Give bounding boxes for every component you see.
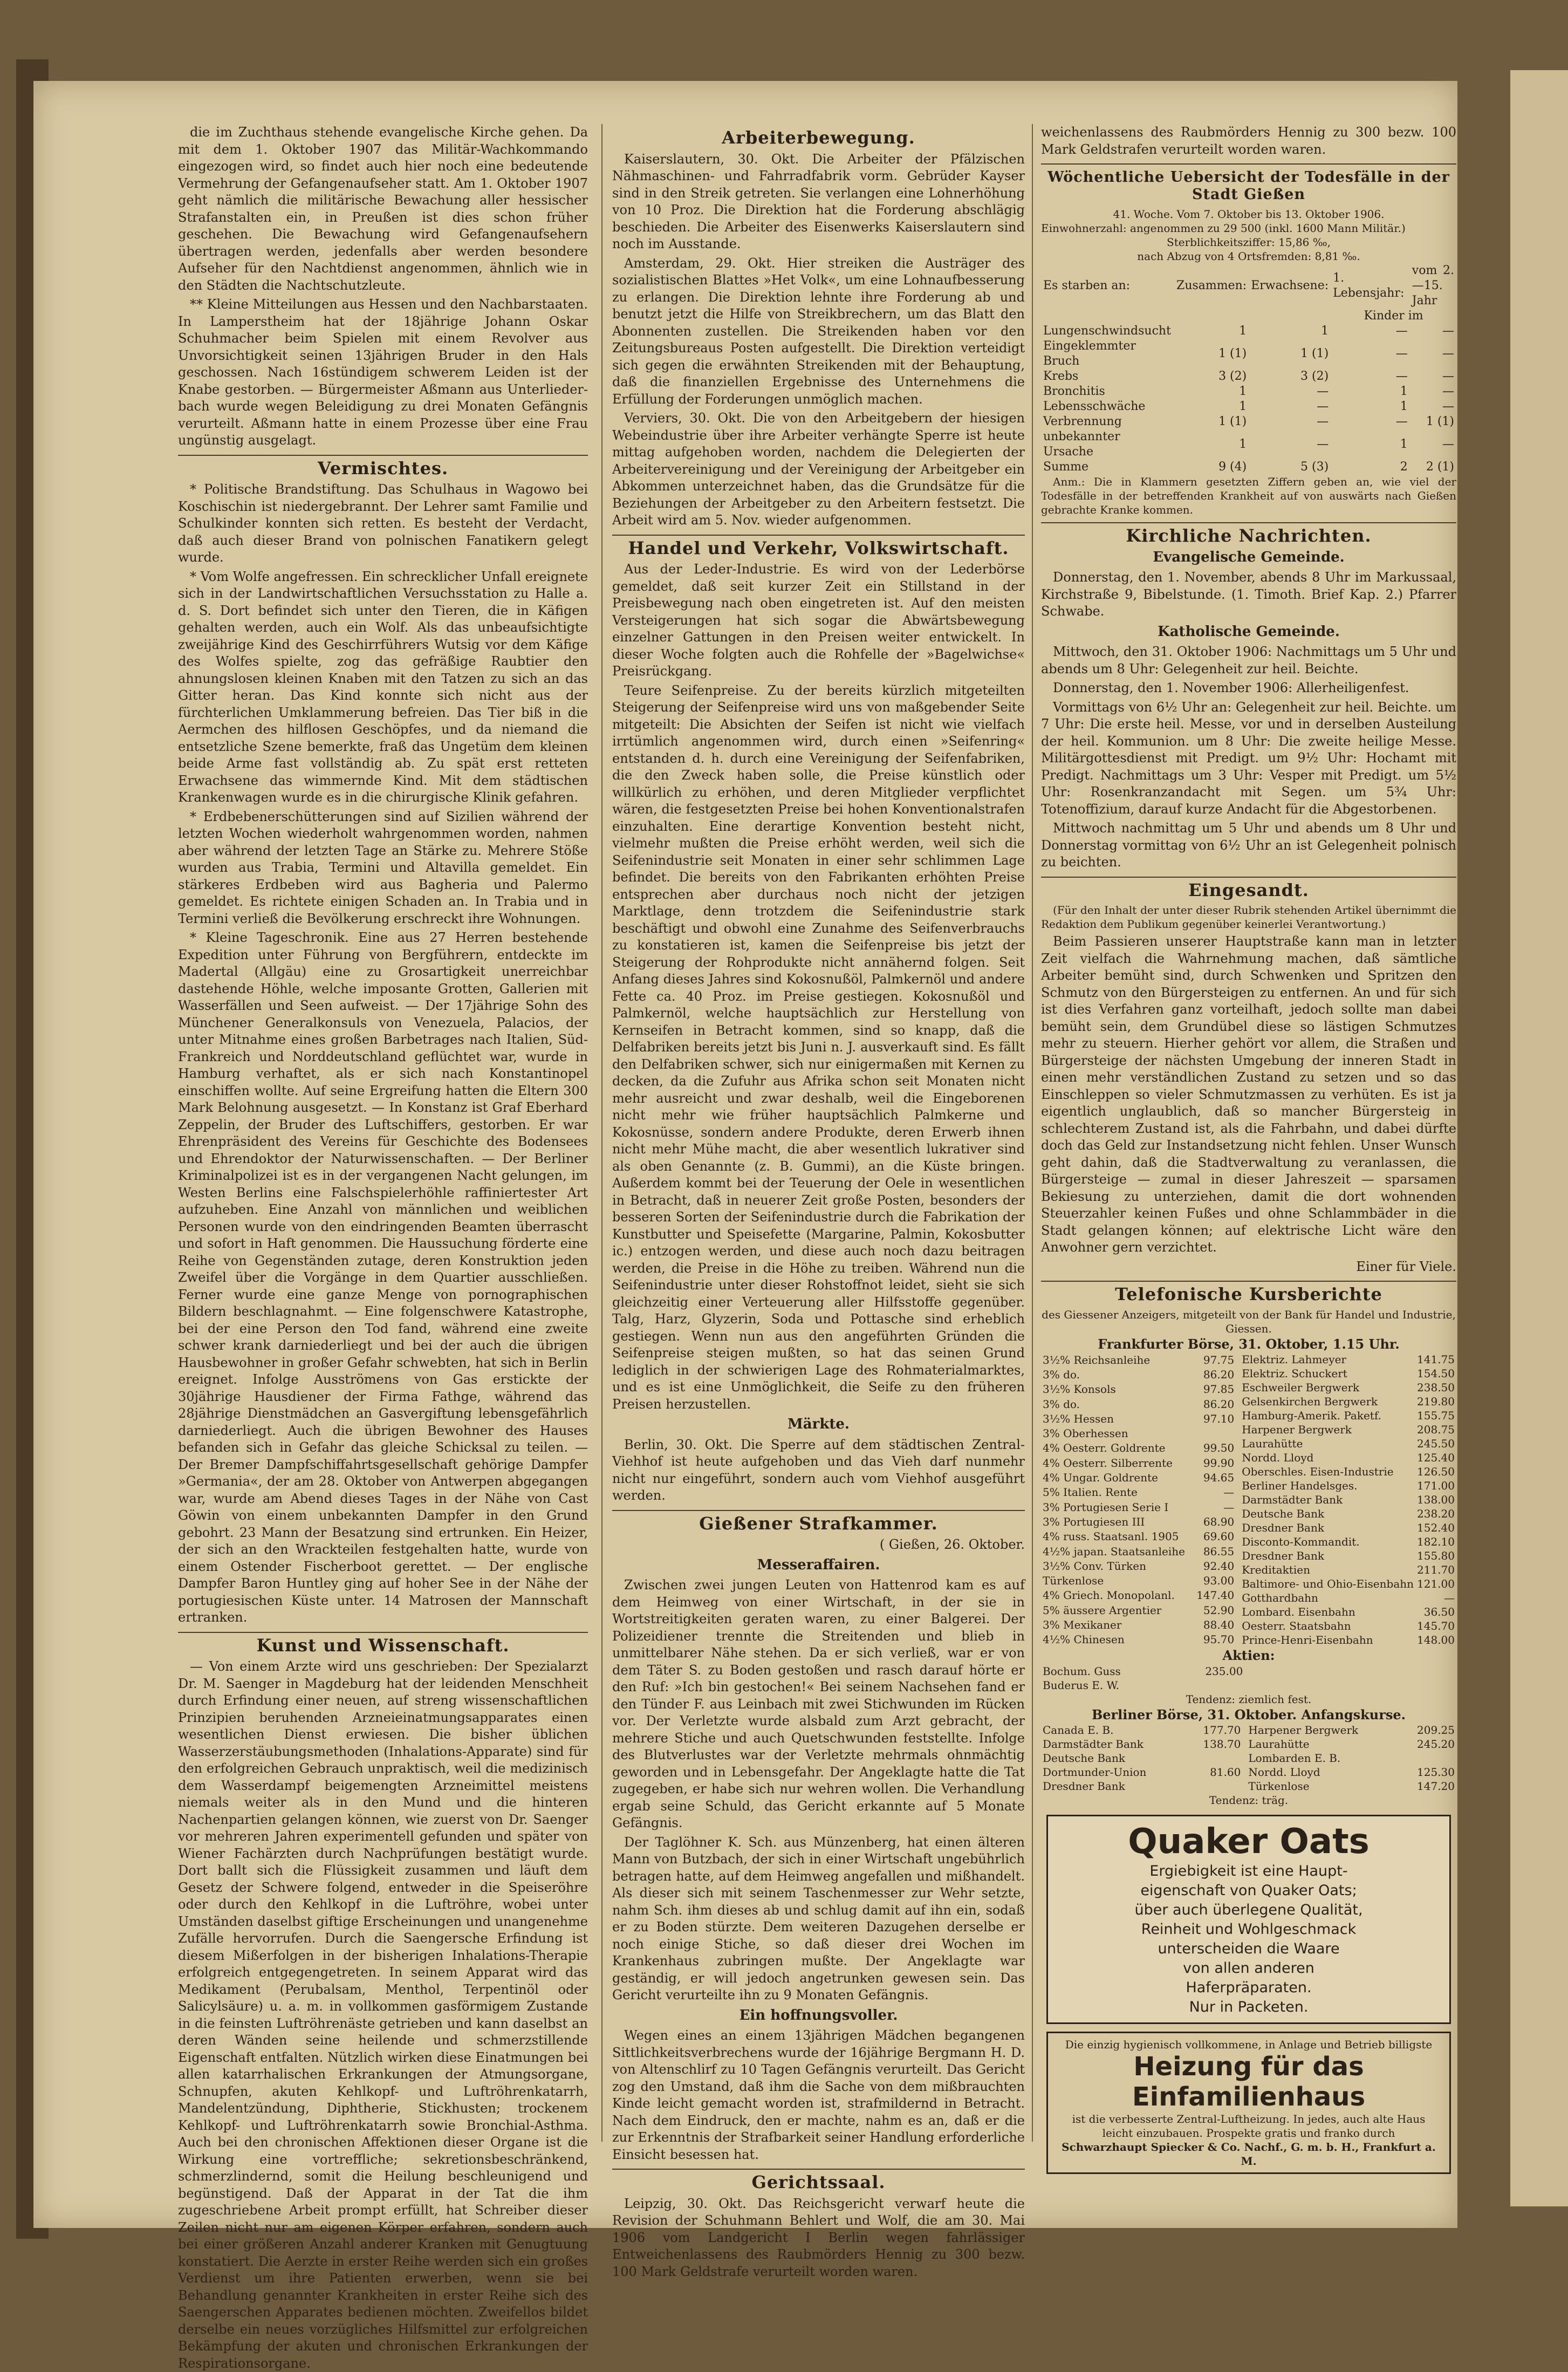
kurs-table-right xyxy=(1240,1352,1456,1647)
ad-quaker-line: Nur in Packeten. xyxy=(1189,1999,1309,2015)
katholisch-text-2: Donnerstag, den 1. November 1906: Allerheiligenfest. xyxy=(1053,680,1409,695)
kurs-row xyxy=(1041,1352,1236,1367)
kurs-row-cell: Nordd. Lloyd xyxy=(1242,1451,1314,1464)
kurs-row xyxy=(1041,1678,1244,1692)
kurs-row-cell: 219.80 xyxy=(1417,1395,1455,1408)
kurs-row-cell: 126.50 xyxy=(1417,1465,1455,1478)
kurs-tendenz: Tendenz: ziemlich fest. xyxy=(1186,1692,1312,1706)
stat-row-cell: 1 xyxy=(1400,400,1408,413)
stat-header: Kinder im xyxy=(1364,309,1423,323)
kurs-row-cell: 81.60 xyxy=(1210,1766,1241,1779)
article-tageschronik: * Kleine Tageschronik. Eine aus 27 Herren bestehende Expedition unter Führung von Bergführern, entdeckte im Madertal (Allgäu) eine zu Grosartigkeit unerreichbar dastehende Höhle, welche imposante Grotten, Gallerien mit Wasserfällen und Seen aufweist. — Der 17jährige Sohn des Münchener Generalkonsuls von Venezuela, Palacios, der unter Mitnahme eines großen Barbetrages nach Italien, Süd-Frankreich und Norddeutschland geflüchtet war, wurde in Hamburg verhaftet, als er sich nach Konstantinopel einschiffen wollte. Auf seine Ergreifung hatten die Eltern 300 Mark Belohnung ausgesetzt. — In Konstanz ist Graf Eberhard Zeppelin, der Bruder des Luftschiffers, gestorben. Er war Ehrenpräsident des Vereins für Geschichte des Bodensees und Ehrendoktor der Naturwissenschaften. — Der Berliner Kriminalpolizei ist es in der vergangenen Nacht gelungen, im Westen Berlins eine Falschspielerhöhle raffiniertester Art aufzuheben. Eine Anzahl von männlichen und weiblichen Personen wurde von den eindringenden Beamten überrascht und sofort in Haft genommen. Die Haussuchung förderte eine Reihe von Gegenständen zutage, deren Konstruktion jeden Zweifel über die Vorgänge in dem Quartier ausschließen. Ferner wurde eine ganze Menge von pornographischen Bildern beschlagnahmt. — Eine folgenschwere Katastrophe, bei der eine Person den Tod fand, während eine zweite schwer krank darniederliegt und bei der auch die übrigen Hausbewohner in großer Gefahr schwebten, hat sich in Berlin ereignet. Infolge Ausströmens von Gas erstickte der 30jährige Hausdiener der Firma Fathge, während das 28jährige Dienstmädchen an Gasvergiftung lebensgefährlich darniederliegt. Auch die übrigen Bewohner des Hauses befanden sich in Gefahr das gleiche Schicksal zu teilen. — Der Bremer Dampfschiffahrtsgesellschaft gehörige Dampfer »Germania«, der am 28. Oktober von Antwerpen abgegangen war, wurde am Abend dieses Tages in der Nähe von Cast Göwin von einem unbekannten Dampfer in den Grund gebohrt. 23 Mann der Besatzung sind ertrunken. Ein Heizer, der sich an den Wrackteilen festgehalten hatte, wurde von einem Ostender Fischerboot gerettet. — Der englische Dampfer Baron Huntley ging auf hoher See in der Nähe der portugiesischen Küste unter. 14 Matrosen der Mannschaft ertranken. xyxy=(178,930,588,1625)
kurs-row xyxy=(1041,1455,1236,1470)
stat-row-cell: 1 (1) xyxy=(1218,347,1247,360)
stat-row-cell: 5 (3) xyxy=(1300,460,1329,474)
kurs-row xyxy=(1240,1507,1456,1521)
kurs-row-cell: Buderus E. W. xyxy=(1043,1678,1120,1692)
kurs-row-cell: 4% russ. Staatsanl. 1905 xyxy=(1043,1530,1179,1543)
kurs-row xyxy=(1240,1395,1456,1409)
advertisement-heizung xyxy=(1046,2032,1451,2174)
stat-rate: Sterblichkeitsziffer: 15,86 ‰, xyxy=(1167,236,1331,249)
kurs-row-cell: 3½% Hessen xyxy=(1043,1412,1114,1425)
kurs-row-cell xyxy=(1193,1426,1236,1440)
kurs-row-cell: Prince-Henri-Eisenbahn xyxy=(1242,1633,1373,1646)
kurs-row-cell: Canada E. B. xyxy=(1043,1724,1114,1737)
column-2 xyxy=(612,124,1025,2279)
kurs-row-cell: Dresdner Bank xyxy=(1242,1549,1324,1562)
article-brandstiftung: * Politische Brandstiftung. Das Schulhaus in Wagowo bei Koschischin ist niedergebrannt. Der Lehrer samt Familie und Schulkinder konnten sich retten. Es besteht der Verdacht, daß auch dieser Brand von polnischen Fanatikern gelegt wurde. xyxy=(178,482,588,565)
kurs-row-cell: 145.70 xyxy=(1417,1619,1455,1632)
kurs-row xyxy=(1041,1723,1242,1737)
section-heading-eingesandt: Eingesandt. xyxy=(1041,877,1456,899)
kurs-row-cell: Türkenlose xyxy=(1043,1574,1104,1588)
column-rule xyxy=(601,124,602,2142)
kurs-row-cell: 3% Portugiesen Serie I xyxy=(1043,1500,1169,1514)
kurs-row-cell: Laurahütte xyxy=(1242,1437,1303,1450)
stat-row-cell: — xyxy=(1442,385,1454,398)
kurs-row-cell: Dortmunder-Union xyxy=(1043,1766,1147,1779)
stat-header: Erwachsene: xyxy=(1251,279,1329,292)
ad-quaker-line: unterscheiden die Waare xyxy=(1158,1940,1340,1957)
article-amsterdam: Amsterdam, 29. Okt. Hier streiken die Austräger des sozialistischen Blattes »Het Volk«, um eine Lohnaufbesserung zu erlangen. Die Direktion lehnte ihre Forderung ab und benutzt jetzt die Hilfe von Streikbrechern, um das Blatt den Abonnenten zustellen. Die Streikenden haben vor den Zeitungsbureaus Posten aufgestellt. Die Direktion verteidigt sich gegen die erwähnten Streikenden mit der Behauptung, daß die finanziellen Ergebnisse des Unternehmens die Erfüllung der Forderungen unmöglich machen. xyxy=(612,255,1025,407)
kurs-row-cell: 155.80 xyxy=(1417,1549,1455,1562)
eingesandt-signature: Einer für Viele. xyxy=(1356,1259,1456,1274)
kurs-row-cell: 121.00 xyxy=(1417,1577,1455,1590)
subheading-messeraffairen: Messeraffairen. xyxy=(757,1556,880,1573)
kurs-berlin-heading: Berliner Börse, 31. Oktober. Anfangskurse. xyxy=(1091,1706,1406,1722)
kurs-row-cell: 3½% Conv. Türken xyxy=(1043,1559,1146,1573)
kurs-row xyxy=(1240,1479,1456,1493)
stat-population: Einwohnerzahl: angenommen zu 29 500 (inkl. 1600 Mann Militär.) xyxy=(1041,222,1406,235)
ad-quaker-line: über auch überlegene Qualität, xyxy=(1134,1902,1363,1918)
kurs-berlin-right xyxy=(1247,1723,1456,1793)
kurs-row-cell: Oberschles. Eisen-Industrie xyxy=(1242,1465,1394,1478)
section-heading-vermischtes: Vermischtes. xyxy=(178,455,588,477)
kurs-row-cell: 4% Oesterr. Silberrente xyxy=(1043,1456,1173,1469)
ad-quaker-line: Reinheit und Wohlgeschmack xyxy=(1141,1921,1357,1938)
column-1 xyxy=(178,124,588,2371)
kurs-row xyxy=(1041,1779,1242,1793)
kurs-aktien-heading: Aktien: xyxy=(1222,1648,1275,1663)
kurs-row xyxy=(1240,1437,1456,1451)
kurs-row-cell: 211.70 xyxy=(1417,1563,1455,1576)
kurs-row xyxy=(1041,1573,1236,1588)
adjacent-page-edge xyxy=(1510,70,1568,2206)
kurs-row xyxy=(1247,1723,1456,1737)
article-hattenrod: Zwischen zwei jungen Leuten von Hattenrod kam es auf dem Heimweg von einer Wirtschaft, in der sie in Wortstreitigkeiten geraten waren, zu einer Balgerei. Der Polizeidiener trennte die Streitenden und blieb in unmittelbarer Nähe stehen. Da er sich verließ, war er von dem Täter S. zu Boden gestoßen und rasch darauf hörte er den Ruf: »Ich bin gestochen!« Bei seinem Nachsehen fand er den Tünder F. aus Leinbach mit zwei Stichwunden im Rücken vor. Der Verletzte wurde alsbald zum Arzt gebracht, der mehrere Stiche und auch Quetschwunden feststellte. Infolge des Blutverlustes war der Verletzte mehrmals ohnmächtig geworden und in Lebensgefahr. Der Angeklagte hatte die Tat zugegeben, er habe sich nur wehren wollen. Die Verhandlung ergab seine Schuld, das Gericht erkannte auf 5 Monate Gefängnis. xyxy=(612,1577,1025,1830)
kurs-row-cell: 86.55 xyxy=(1203,1544,1235,1558)
stat-row-cell: 1 (1) xyxy=(1218,415,1247,428)
stat-row xyxy=(1041,460,1456,475)
kurs-row-cell: Deutsche Bank xyxy=(1043,1752,1125,1765)
stat-row xyxy=(1041,414,1456,429)
kurs-row-cell: 182.10 xyxy=(1417,1535,1455,1548)
ad-quaker-line: Haferpräparaten. xyxy=(1186,1979,1312,1996)
kurs-frankfurt xyxy=(1041,1352,1456,1647)
kurs-row-cell: Hamburg-Amerik. Paketf. xyxy=(1242,1409,1381,1422)
stat-row-cell: 3 (2) xyxy=(1300,370,1329,383)
kurs-row-cell xyxy=(1187,1779,1242,1793)
kurs-row-cell: 86.20 xyxy=(1203,1397,1235,1411)
article-leipzig: Leipzig, 30. Okt. Das Reichsgericht verwarf heute die Revision der Schuhmann Behlert und Wolf, die am 30. Mai 1906 vom Landgericht I Berlin wegen fahrlässiger Entweichenlassens des Raubmörders Hennig zu 300 bezw. 100 Mark Geldstrafe verurteilt worden waren. xyxy=(612,2196,1025,2279)
article-wolf: * Vom Wolfe angefressen. Ein schrecklicher Unfall ereignete sich in der Landwirtschaftlichen Versuchsstation zu Halle a. d. S. Dort befindet sich unter den Tieren, die in Käfigen gehalten werden, auch ein Wolf. Als das unbeaufsichtigte zweijährige Kind des Geschirrführers Wutsig vor dem Käfige des Wolfes spielte, zog das gefräßige Raubtier den ahnungslosen kleinen Knaben mit den Tatzen zu sich an das Gitter heran. Das Kind konnte sich nicht aus der fürchterlichen Umklammerung befreien. Das Tier biß in die Aermchen des hilflosen Geschöpfes, und da niemand die entsetzliche Szene bemerkte, fraß das Ungetüm dem kleinen beide Arme fast vollständig ab. Zu spät erst retteten Erwachsene das wimmernde Kind. Mit dem städtischen Krankenwagen wurde es in die chirurgische Klinik gefahren. xyxy=(178,569,588,805)
kurs-row-cell: 171.00 xyxy=(1417,1479,1455,1492)
stat-row-cell: — xyxy=(1442,370,1454,383)
article-berlin-viehhof: Berlin, 30. Okt. Die Sperre auf dem städtischen Zentral-Viehhof ist heute aufgehoben und das Vieh darf nunmehr nicht nur eingeführt, sondern auch vom Viehhof ausgeführt werden. xyxy=(612,1437,1025,1503)
kurs-row-cell: 125.40 xyxy=(1417,1451,1455,1464)
stat-row-cell: 1 (1) xyxy=(1300,347,1329,360)
kurs-row xyxy=(1240,1633,1456,1647)
stat-week: 41. Woche. Vom 7. Oktober bis 13. Oktober 1906. xyxy=(1113,208,1385,221)
kurs-row xyxy=(1041,1470,1236,1485)
stat-header: 1. Lebensjahr: xyxy=(1333,271,1405,300)
kurs-row-cell: 152.40 xyxy=(1417,1521,1455,1534)
stat-row-cell: — xyxy=(1395,370,1408,383)
kurs-row xyxy=(1247,1751,1456,1765)
stat-row-cell: — xyxy=(1395,347,1408,360)
kurs-row-cell xyxy=(1176,1678,1244,1692)
stat-header: vom 2.—15. Jahr xyxy=(1412,264,1454,307)
stat-row xyxy=(1041,429,1456,460)
stat-note: Anm.: Die in Klammern gesetzten Ziffern geben an, wie viel der Todesfälle in der betreffenden Krankheit auf von auswärts nach Gießen gebrachte Kranke kommen. xyxy=(1041,475,1456,516)
kurs-row xyxy=(1247,1765,1456,1779)
article-seifenpreise: Teure Seifenpreise. Zu der bereits kürzlich mitgeteilten Steigerung der Seifenpreise wird uns von maßgebender Seite mitgeteilt: Die Absichten der Seifen ist nicht wie vielfach irrtümlich angenommen wird, durch einen »Seifenring« entstanden d. h. durch eine Vereinigung der Seifenfabriken, die den Zweck haben solle, die Preise künstlich oder willkürlich zu erhöhen, und deren Mitglieder verpflichtet wären, die festgesetzten Preise bei hohen Konventionalstrafen einzuhalten. Eine derartige Konvention besteht nicht, vielmehr mußten die Preise erhöht werden, weil sich die Seifenindustrie seit Monaten in einer sehr schlimmen Lage befindet. Die bereits von den Fabrikanten erhöhten Preise entsprechen aber durchaus noch nicht der jetzigen Marktlage, denn trotzdem die Seifenindustrie stark beschäftigt und obwohl eine Zunahme des Seifenverbrauchs zu konstatieren ist, kamen die Seifenpreise bis jetzt der Steigerung der Rohprodukte nicht annähernd folgen. Seit Anfang dieses Jahres sind Kokosnußöl, Palmkernöl und andere Fette ca. 40 Proz. im Preise gestiegen. Kokosnußöl und Palmkernöl, welche hauptsächlich zur Herstellung von Kernseifen in Betracht kommen, sind so knapp, daß die Delfabriken bereits jetzt bis Juni n. J. ausverkauft sind. Es fällt den Delfabriken schwer, sich nur einigermaßen mit Kernen zu decken, da die Zufuhr aus Afrika schon seit Monaten nicht mehr ausreicht und zwar deshalb, weil die Eingeborenen nicht mehr wie früher hauptsächlich Palmkerne und Kokosnüsse, sondern andere Produkte, deren Erwerb ihnen nicht mehr Mühe macht, die aber wesentlich lukrativer sind als oben Genannte (z. B. Gummi), an die Küste bringen. Außerdem kommt bei der Teuerung der Oele in wesentlichen in Betracht, daß in neuerer Zeit große Posten, besonders der besseren Sorten der Seifenindustrie durch die Fabrikation der Kunstbutter und Speisefette (Margarine, Palmin, Kokosbutter ic.) entzogen werden, und diese auch noch dazu beitragen werden, die Preise in die Höhe zu treiben. Während nun die Seifenindustrie unter dieser Rohstoffnot leidet, sieht sie sich gleichzeitig einer Verteuerung aller Hilfsstoffe gegenüber. Talg, Harz, Glyzerin, Soda und Pottasche sind erheblich gestiegen. Wenn nun aus den angeführten Gründen die Seifenpreise steigen mußten, so hat das seinen Grund lediglich in der schwierigen Lage des Rohmaterialmarktes, und es ist eine Unmöglichkeit, die Seife zu den früheren Preisen herzustellen. xyxy=(612,682,1025,1412)
kurs-row-cell: 238.50 xyxy=(1417,1381,1455,1394)
kurs-row xyxy=(1240,1465,1456,1479)
column-3 xyxy=(1041,124,1456,2168)
kurs-row-cell: 245.20 xyxy=(1417,1738,1455,1751)
kurs-row xyxy=(1240,1409,1456,1423)
ad-quaker-line: Ergiebigkeit ist eine Haupt- xyxy=(1149,1863,1348,1879)
kurs-row xyxy=(1041,1382,1236,1397)
kurs-row-cell: 4½% Chinesen xyxy=(1043,1633,1125,1646)
kurs-table-left xyxy=(1041,1352,1236,1647)
kurs-row xyxy=(1041,1751,1242,1765)
stat-row-cell: 3 (2) xyxy=(1218,370,1247,383)
kurs-row xyxy=(1041,1588,1236,1603)
ad-heizung-company: Schwarzhaupt Spiecker & Co. Nachf., G. m. b. H., Frankfurt a. M. xyxy=(1062,2141,1436,2168)
dateline: ( Gießen, 26. Oktober. xyxy=(879,1537,1025,1552)
kurs-row-cell: 125.30 xyxy=(1417,1766,1455,1779)
kurs-row-cell: 155.75 xyxy=(1417,1409,1455,1422)
stat-row-cell: 1 xyxy=(1239,385,1247,398)
kurs-row-cell: Elektriz. Schuckert xyxy=(1242,1367,1347,1380)
advertisement-quaker-oats xyxy=(1046,1815,1451,2024)
stat-row-cell: — xyxy=(1442,324,1454,338)
kurs-row-cell: 5% äussere Argentier xyxy=(1043,1603,1162,1617)
kurs-row xyxy=(1041,1441,1236,1455)
kurs-row-cell: 94.65 xyxy=(1203,1471,1235,1485)
kurs-row-cell: 95.70 xyxy=(1203,1633,1235,1646)
kurs-row xyxy=(1041,1514,1236,1529)
kurs-row-cell: 99.50 xyxy=(1203,1441,1235,1455)
article-leder: Aus der Leder-Industrie. Es wird von der Lederbörse gemeldet, daß seit kurzer Zeit ein Stillstand in der Preisbewegung nach oben eingetreten ist. Auf den meisten Versteigerungen hat sich sogar die Abwärtsbewegung einzelner Gattungen in den Preisen weiter entwickelt. In dieser Woche folgten auch die Rohfelle der »Bagelwichse« Preisrückgang. xyxy=(612,562,1025,679)
stat-row xyxy=(1041,399,1456,414)
kurs-frankfurt-heading: Frankfurter Börse, 31. Oktober, 1.15 Uhr. xyxy=(1098,1336,1400,1352)
kurs-row xyxy=(1041,1500,1236,1514)
kurs-row xyxy=(1240,1577,1456,1591)
kurs-row-cell: 68.90 xyxy=(1203,1515,1235,1528)
kurs-row-cell: 3½% Reichsanleihe xyxy=(1043,1353,1151,1366)
section-heading-kursberichte: Telefonische Kursberichte xyxy=(1041,1281,1456,1303)
kurs-row-cell: 208.75 xyxy=(1417,1423,1455,1436)
kurs-row xyxy=(1240,1521,1456,1535)
kurs-row-cell: Harpener Bergwerk xyxy=(1248,1724,1359,1737)
kurs-row-cell: 148.00 xyxy=(1417,1633,1455,1646)
kurs-row-cell: 3% Portugiesen III xyxy=(1043,1515,1145,1528)
kurs-row-cell: Laurahütte xyxy=(1248,1738,1310,1751)
stat-row-cell: 2 (1) xyxy=(1426,460,1454,474)
kurs-row-cell xyxy=(1187,1751,1242,1765)
kurs-row-cell: 52.90 xyxy=(1203,1603,1235,1617)
kurs-row-cell: 138.70 xyxy=(1203,1738,1241,1751)
kurs-row-cell: Harpener Bergwerk xyxy=(1242,1423,1352,1436)
katholisch-text-1: Mittwoch, den 31. Oktober 1906: Nachmittags um 5 Uhr und abends um 8 Uhr: Gelegenheit zur heil. Beichte. xyxy=(1041,644,1456,676)
kurs-row xyxy=(1247,1779,1456,1793)
kurs-row-cell: Disconto-Kommandit. xyxy=(1242,1535,1360,1548)
column-rule xyxy=(1032,124,1033,2142)
kurs-row-cell: Dresdner Bank xyxy=(1043,1780,1125,1793)
kurs-row xyxy=(1041,1529,1236,1544)
article-kaiserslautern: Kaiserslautern, 30. Okt. Die Arbeiter der Pfälzischen Nähmaschinen- und Fahrradfabrik vorm. Gebrüder Kayser sind in den Streik getreten. Sie verlangen eine Lohnerhöhung von 10 Proz. Die Direktion hat die Forderung abschlägig beschieden. Die Arbeiter des Eisenwerks Kaiserslautern sind noch im Ausstande. xyxy=(612,151,1025,251)
kurs-row-cell: Berliner Handelsges. xyxy=(1242,1479,1358,1492)
stat-row xyxy=(1041,384,1456,399)
kurs-row-cell: 93.00 xyxy=(1203,1574,1235,1588)
kurs-row-cell xyxy=(1401,1751,1456,1765)
section-heading-handel: Handel und Verkehr, Volkswirtschaft. xyxy=(612,535,1025,557)
kurs-row-cell: Darmstädter Bank xyxy=(1242,1493,1343,1506)
stat-row-cell: 1 xyxy=(1400,385,1408,398)
kurs-row-cell: 238.20 xyxy=(1417,1507,1455,1520)
article-continuation: weichenlassens des Raubmörders Hennig zu 300 bezw. 100 Mark Geldstrafen verurteilt worden waren. xyxy=(1041,125,1456,157)
kurs-row xyxy=(1041,1558,1236,1573)
stat-row-cell: 2 xyxy=(1400,460,1408,474)
kurs-row xyxy=(1041,1765,1242,1779)
kurs-row-cell: Gelsenkirchen Bergwerk xyxy=(1242,1395,1378,1408)
stat-row-cell: Krebs xyxy=(1043,370,1079,383)
stat-row xyxy=(1041,324,1456,339)
kurs-row xyxy=(1240,1380,1456,1395)
kurs-berlin xyxy=(1041,1723,1456,1793)
section-heading-arbeiterbewegung: Arbeiterbewegung. xyxy=(722,127,915,148)
kurs-row-cell: Lombarden E. B. xyxy=(1248,1752,1341,1765)
ad-heizung-text: ist die verbesserte Zentral-Luftheizung. In jedes, auch alte Haus leicht einzubauen. Prospekte gratis und franko durch xyxy=(1072,2113,1426,2139)
stat-row-cell: — xyxy=(1317,385,1329,398)
article-zuchthaus: die im Zuchthaus stehende evangelische Kirche gehen. Da mit dem 1. Oktober 1907 das Militär-Wachkommando eingezogen wird, so findet auch hier noch eine bedeutende Vermehrung der Gefangenaufseher statt. Am 1. Oktober 1907 geht nämlich die militärische Bewachung aller hessischer Strafanstalten ein, in Preußen ist dies schon früher geschehen. Die Bewachung wird Gefangenaufsehern übertragen werden, jedenfalls aber werden besondere Aufseher für den Nachtdienst angenommen, ähnlich wie in den Städten die Nachtschutzleute. xyxy=(178,125,588,293)
kurs-row-cell: 99.90 xyxy=(1203,1456,1235,1469)
kurs-row xyxy=(1041,1617,1236,1632)
stat-row xyxy=(1041,369,1456,384)
kurs-row-cell: Nordd. Lloyd xyxy=(1248,1766,1320,1779)
kurs-row xyxy=(1240,1591,1456,1605)
kurs-row-cell: Darmstädter Bank xyxy=(1043,1738,1144,1751)
kurs-row xyxy=(1041,1397,1236,1411)
section-heading-todesfaelle: Wöchentliche Uebersicht der Todesfälle in der Stadt Gießen xyxy=(1041,163,1456,203)
kurs-row-cell: 177.70 xyxy=(1203,1724,1241,1737)
ad-heizung-top: Die einzig hygienisch vollkommene, in Anlage und Betrieb billigste xyxy=(1065,2038,1433,2051)
kurs-row xyxy=(1240,1549,1456,1563)
stat-row xyxy=(1041,339,1456,369)
kurs-row-cell: 86.20 xyxy=(1203,1368,1235,1381)
kurs-row-cell: Bochum. Guss xyxy=(1043,1664,1121,1678)
stat-row-cell: unbekannter Ursache xyxy=(1043,430,1120,459)
ad-quaker-line: von allen anderen xyxy=(1183,1960,1314,1977)
kurs-row-cell: 92.40 xyxy=(1203,1559,1235,1573)
kurs-row xyxy=(1240,1423,1456,1437)
kurs-row-cell: — xyxy=(1223,1500,1235,1514)
kurs-row xyxy=(1240,1605,1456,1619)
kurs-row-cell: Eschweiler Bergwerk xyxy=(1242,1381,1360,1394)
kurs-row-cell: — xyxy=(1223,1486,1235,1499)
article-altenschlirf: Wegen eines an einem 13jährigen Mädchen begangenen Sittlichkeitsverbrechens wurde der 16jährige Bergmann H. D. von Altenschlirf zu 10 Tagen Gefängnis verurteilt. Das Gericht zog den Umstand, daß ihm die Sache von dem mißbrauchten Kinde leicht gemacht worden ist, strafmildernd in Betracht. Nach dem Eindruck, den er machte, nahm es an, daß er die zur Erkenntnis der Strafbarkeit seiner Handlung erforderliche Einsicht besessen hat. xyxy=(612,2028,1025,2162)
death-statistics-table xyxy=(1041,263,1456,475)
article-verviers: Verviers, 30. Okt. Die von den Arbeitgebern der hiesigen Webeindustrie über ihre Arbeiter verhängte Sperre ist heute mittag aufgehoben worden, nachdem die Delegierten der Arbeitervereinigung und der Vereinigung der Arbeitgeber ein Abkommen unterzeichnet haben, das die Grundsätze für die Beziehungen der Arbeitgeber zu den Arbeitern festsetzt. Die Arbeit wird am 5. Nov. wieder aufgenommen. xyxy=(612,411,1025,528)
kurs-row-cell: 4% Oesterr. Goldrente xyxy=(1043,1441,1166,1455)
kurs-row-cell: 245.50 xyxy=(1417,1437,1455,1450)
stat-row-cell: — xyxy=(1395,415,1408,428)
stat-rate-adjusted: nach Abzug von 4 Ortsfremden: 8,81 ‰. xyxy=(1137,250,1360,263)
stat-row-cell: — xyxy=(1317,415,1329,428)
ad-quaker-title: Quaker Oats xyxy=(1128,1822,1370,1862)
kurs-row-cell: Lombard. Eisenbahn xyxy=(1242,1605,1355,1618)
stat-row-cell: Bronchitis xyxy=(1043,385,1105,398)
kurs-row-cell: 3% do. xyxy=(1043,1368,1080,1381)
kurs-row-cell: 4% Ungar. Goldrente xyxy=(1043,1471,1158,1485)
section-heading-gerichtssaal: Gerichtssaal. xyxy=(612,2169,1025,2191)
kurs-aktien-table xyxy=(1041,1664,1244,1692)
kurs-row-cell: 3% do. xyxy=(1043,1397,1080,1411)
kurs-row-cell: 147.40 xyxy=(1196,1589,1235,1602)
section-heading-strafkammer: Gießener Strafkammer. xyxy=(612,1510,1025,1533)
katholisch-text-3: Vormittags von 6½ Uhr an: Gelegenheit zur heil. Beichte. um 7 Uhr: Die erste heil. Messe, vor und in derselben Austeilung der heil. Kommunion. um 8 Uhr: Die zweite heilige Messe. Militärgottesdienst mit Predigt. um 9½ Uhr: Hochamt mit Predigt. Nachmittags um 3 Uhr: Vesper mit Predigt. um 5½ Uhr: Rosenkranzandacht mit Segen. um 5¾ Uhr: Totenoffizium, darauf kurze Andacht für die Abgestorbenen. xyxy=(1041,699,1456,817)
kurs-row-cell: 138.00 xyxy=(1417,1493,1455,1506)
kurs-row-cell: 5% Italien. Rente xyxy=(1043,1486,1138,1499)
kurs-row-cell: Elektriz. Lahmeyer xyxy=(1242,1353,1346,1366)
kurs-row-cell: Kreditaktien xyxy=(1242,1563,1310,1576)
katholisch-text-4: Mittwoch nachmittag um 5 Uhr und abends um 8 Uhr und Donnerstag vormittag von 6½ Uhr an ist Gelegenheit polnisch zu beichten. xyxy=(1041,821,1456,870)
stat-row-cell: — xyxy=(1317,400,1329,413)
kurs-row xyxy=(1041,1367,1236,1382)
kurs-row-cell: 3% Oberhessen xyxy=(1043,1427,1128,1440)
article-erdbeben: * Erdbebenerschütterungen sind auf Sizilien während der letzten Wochen wiederholt wahrgenommen worden, nahmen aber während der letzten Tage an Stärke zu. Mehrere Stöße wurden aus Trabia, Termini und Altavilla gemeldet. Ein stärkeres Erdbeben wird aus Bagheria und Palermo gemeldet. Es richtete einigen Schaden an. In Trabia und in Termini verließ die Bevölkerung erschreckt ihre Wohnungen. xyxy=(178,809,588,926)
kurs-row-cell: Türkenlose xyxy=(1248,1780,1310,1793)
stat-row-cell: — xyxy=(1395,324,1408,338)
stat-header: Es starben an: xyxy=(1043,279,1131,292)
kurs-row xyxy=(1240,1493,1456,1507)
kurs-row-cell: 3½% Konsols xyxy=(1043,1383,1116,1396)
kurs-row-cell: Dresdner Bank xyxy=(1242,1521,1324,1534)
kurs-row-cell: Deutsche Bank xyxy=(1242,1507,1325,1520)
kurs-row xyxy=(1041,1485,1236,1500)
kurs-row xyxy=(1240,1366,1456,1380)
stat-row-cell: Lungenschwindsucht xyxy=(1043,324,1171,338)
kurs-row-cell: — xyxy=(1444,1591,1455,1604)
kurs-row-cell: 97.10 xyxy=(1203,1412,1235,1425)
kurs-row xyxy=(1041,1411,1236,1426)
kurs-row xyxy=(1041,1426,1236,1440)
kurs-row-cell: Baltimore- und Ohio-Eisenbahn xyxy=(1242,1577,1414,1590)
stat-row-cell: — xyxy=(1442,400,1454,413)
stat-row-cell: — xyxy=(1442,347,1454,360)
stat-row-cell: 1 xyxy=(1239,438,1247,451)
subheading-evangelisch: Evangelische Gemeinde. xyxy=(1153,549,1345,565)
kurs-row-cell: 235.00 xyxy=(1205,1664,1243,1678)
subheading-hoffnungsvoller: Ein hoffnungsvoller. xyxy=(739,2007,898,2024)
kurs-berlin-left xyxy=(1041,1723,1242,1793)
eingesandt-note: (Für den Inhalt der unter dieser Rubrik stehenden Artikel übernimmt die Redaktion dem Publikum gegenüber keinerlei Verantwortung.) xyxy=(1041,904,1456,931)
kurs-row xyxy=(1041,1632,1236,1647)
stat-row-cell: Verbrennung xyxy=(1043,415,1122,428)
stat-body xyxy=(1041,324,1456,475)
kurs-row-cell: 4½% japan. Staatsanleihe xyxy=(1043,1544,1185,1558)
subheading-maerkte: Märkte. xyxy=(788,1416,850,1432)
evangelisch-text: Donnerstag, den 1. November, abends 8 Uhr im Markussaal, Kirchstraße 9, Bibelstunde. (1. Timoth. Brief Kap. 2.) Pfarrer Schwabe. xyxy=(1041,570,1456,619)
ad-quaker-line: eigenschaft von Quaker Oats; xyxy=(1140,1882,1357,1899)
kurs-row-cell: 209.25 xyxy=(1417,1724,1455,1737)
kurs-row xyxy=(1041,1544,1236,1558)
kurs-row xyxy=(1240,1535,1456,1549)
kurs-row xyxy=(1240,1352,1456,1366)
kurs-row-cell: Gotthardbahn xyxy=(1242,1591,1318,1604)
stat-row-cell: Eingeklemmter Bruch xyxy=(1043,339,1136,368)
section-heading-kunst: Kunst und Wissenschaft. xyxy=(178,1632,588,1655)
kurs-row xyxy=(1247,1737,1456,1751)
kurs-row xyxy=(1041,1737,1242,1751)
kurs-row xyxy=(1240,1619,1456,1633)
stat-row-cell: 1 (1) xyxy=(1426,415,1454,428)
kurs-row xyxy=(1240,1451,1456,1465)
article-arzt: — Von einem Arzte wird uns geschrieben: Der Spezialarzt Dr. M. Saenger in Magdeburg hat der leidenden Menschheit durch Erfindung einer neuen, auf streng wissenschaftlichen Prinzipien beruhenden Arzneieinatmungsapparates einen wesentlichen Dienst erwiesen. Die bisher üblichen Wasserzerstäubungsmethoden (Inhalations-Apparate) sind für den erfolgreichen Gebrauch unpraktisch, weil die medizinisch dem Wasserdampf beigemengten Arzneimittel meistens niemals weiter als in den Mund und die hinteren Nachenpartien gelangen können, wie zuerst von Dr. Saenger vor mehreren Jahren experimentell gefunden und später von Wiener Fachärzten durch Nachprüfungen bestätigt wurde. Dort ballt sich die Flüssigkeit zusammen und läuft dem Gesetz der Schwere folgend, entweder in die Speiseröhre oder durch den Kehlkopf in die Luftröhre, wobei unter Umständen daselbst giftige Erscheinungen und unangenehme Zufälle hervorrufen. Durch die Saengersche Erfindung ist diesem Mißerfolgen in der bisherigen Inhalations-Therapie erfolgreich entgegengetreten. In seinem Apparat wird das Medikament (Perubalsam, Menthol, Terpentinöl oder Salicylsäure) u. a. m. in vollkommen gasförmigem Zustande in die feinsten Luftröhrenäste getrieben und kann daselbst an deren Wänden seine heilende und schmerzstillende Eigenschaft entfalten. Nützlich wirken diese Einatmungen bei allen katarrhalischen Erkrankungen der Atmungsorgane, Schnupfen, akuten Kehlkopf- und Luftröhrenkatarrh, Mandelentzündung, Diphtherie, Stickhusten; trockenem Kehlkopf- und Luftröhrenkatarrh sowie Bronchial-Asthma. Auch bei den chronischen Affektionen dieser Organe ist die Wirkung eine vortreffliche; sekretionsbeschränkend, schmerzlindernd, somit die Heilung beschleunigend und begünstigend. Daß der Apparat in der Tat die ihm zugeschriebene Arbeit prompt erfüllt, hat Schreiber dieser Zeilen nicht nur am eigenen Körper erfahren, sondern auch bei einer größeren Anzahl anderer Kranken mit Genugtuung konstatiert. Die Aerzte in erster Reihe werden sich ein großes Verdienst um ihre Patienten erwerben, wenn sie bei Behandlung genannter Krankheiten in erster Reihe sich des Saengerschen Apparates bedienen möchten. Zweifellos bildet derselbe ein neues vorzügliches Hilfsmittel zur erfolgreichen Bekämpfung der akuten und chronischen Erkrankungen der Respirationsorgane. xyxy=(178,1659,588,2371)
section-heading-kirchliche: Kirchliche Nachrichten. xyxy=(1041,522,1456,545)
kurs-row-cell: 147.20 xyxy=(1417,1780,1455,1793)
article-muenzenberg: Der Taglöhner K. Sch. aus Münzenberg, hat einen älteren Mann von Butzbach, der sich in einer Wirtschaft ungebührlich betragen hatte, auf dem Heimweg angefallen und mißhandelt. Als dieser sich mit seinem Taschenmesser zur Wehr setzte, nahm Sch. ihm dieses ab und schlug damit auf ihn ein, sodaß er zu Boden stürzte. Dem weiteren Dazugehen derselbe er noch einige Stiche, so daß dieser drei Wochen im Krankenhaus zubringen mußte. Der Angeklagte war geständig, er will jedoch angetrunken gewesen sein. Das Gericht verurteilte ihn zu 9 Monaten Gefängnis. xyxy=(612,1834,1025,2002)
stat-row-cell: — xyxy=(1317,438,1329,451)
kurs-subtitle: des Giessener Anzeigers, mitgeteilt von der Bank für Handel und Industrie, Giessen. xyxy=(1042,1308,1456,1335)
stat-row-cell: 1 xyxy=(1321,324,1329,338)
stat-row-cell: 1 xyxy=(1239,400,1247,413)
kurs-row-cell: 154.50 xyxy=(1417,1367,1455,1380)
kurs-row xyxy=(1240,1563,1456,1577)
stat-row-cell: — xyxy=(1442,438,1454,451)
kurs-row-cell: 69.60 xyxy=(1203,1530,1235,1543)
kurs-row-cell: 88.40 xyxy=(1203,1618,1235,1631)
stat-row-cell: 9 (4) xyxy=(1218,460,1247,474)
kurs-row-cell: Oesterr. Staatsbahn xyxy=(1242,1619,1351,1632)
kurs-berlin-tendenz: Tendenz: träg. xyxy=(1209,1794,1289,1807)
ad-heizung-title: Heizung für das Einfamilienhaus xyxy=(1132,2052,1366,2112)
eingesandt-text: Beim Passieren unserer Hauptstraße kann man in letzter Zeit vielfach die Wahrnehmung machen, daß sämtliche Arbeiter bemüht sind, durch Schwenken und Spritzen den Schmutz von den Bürgersteigen zu entfernen. An und für sich ist dies Verfahren ganz vorteilhaft, jedoch sollte man dabei bemüht sein, dem Grundübel diese so lästigen Schmutzes mehr zu steuern. Hierher gehört vor allem, die Straßen und Bürgersteige der nächsten Umgebung der inneren Stadt in einen mehr verständlichen Zustand zu setzen und so das Einschleppen so vieler Schmutzmassen zu verhüten. Es ist ja eigentlich unglaublich, daß so mancher Bürgersteig in schlechterem Zustand ist, als die Fahrbahn, und dabei dürfte doch das Geld zur Instandsetzung nicht fehlen. Unser Wunsch geht dahin, daß die Stadtverwaltung zu veranlassen, die Bürgersteige — zumal in dieser Jahreszeit — sparsamen Bekiesung zu unterziehen, damit die dort wohnenden Steuerzahler keinen Fußes und ohne Schlammbäder in die Stadt gelangen können; auf elektrische Licht wäre den Anwohner gern verzichtet. xyxy=(1041,934,1456,1255)
kurs-row-cell: 4% Griech. Monopolanl. xyxy=(1043,1589,1175,1602)
kurs-row-cell: 36.50 xyxy=(1423,1605,1455,1618)
stat-row-cell: Summe xyxy=(1043,460,1088,474)
kurs-row xyxy=(1041,1603,1236,1617)
stat-row-cell: 1 xyxy=(1239,324,1247,338)
subheading-katholisch: Katholische Gemeinde. xyxy=(1158,623,1340,640)
stat-row-cell: Lebensschwäche xyxy=(1043,400,1146,413)
article-kleine-mitteilungen: ** Kleine Mitteilungen aus Hessen und den Nachbarstaaten. In Lamperstheim hat der 18jährige Johann Oskar Schuhmacher beim Spielen mit einem Revolver aus Unvorsichtigkeit seinen 13jährigen Bruder in den Hals geschossen. Nach 16stündigem schwerem Leiden ist der Knabe gestorben. — Bürgermeister Aßmann aus Unterliederbach wurde wegen Beleidigung zu drei Monaten Gefängnis verurteilt. Aßmann hatte in einem Prozesse über eine Frau ungünstig ausgelagt. xyxy=(178,297,588,448)
kurs-row-cell: 141.75 xyxy=(1417,1353,1455,1366)
kurs-row-cell: 3% Mexikaner xyxy=(1043,1618,1122,1631)
kurs-row-cell: 97.75 xyxy=(1203,1353,1235,1366)
kurs-row xyxy=(1041,1664,1244,1678)
stat-header: Zusammen: xyxy=(1176,279,1247,292)
kurs-row-cell: 97.85 xyxy=(1203,1383,1235,1396)
stat-row-cell: 1 xyxy=(1400,438,1408,451)
